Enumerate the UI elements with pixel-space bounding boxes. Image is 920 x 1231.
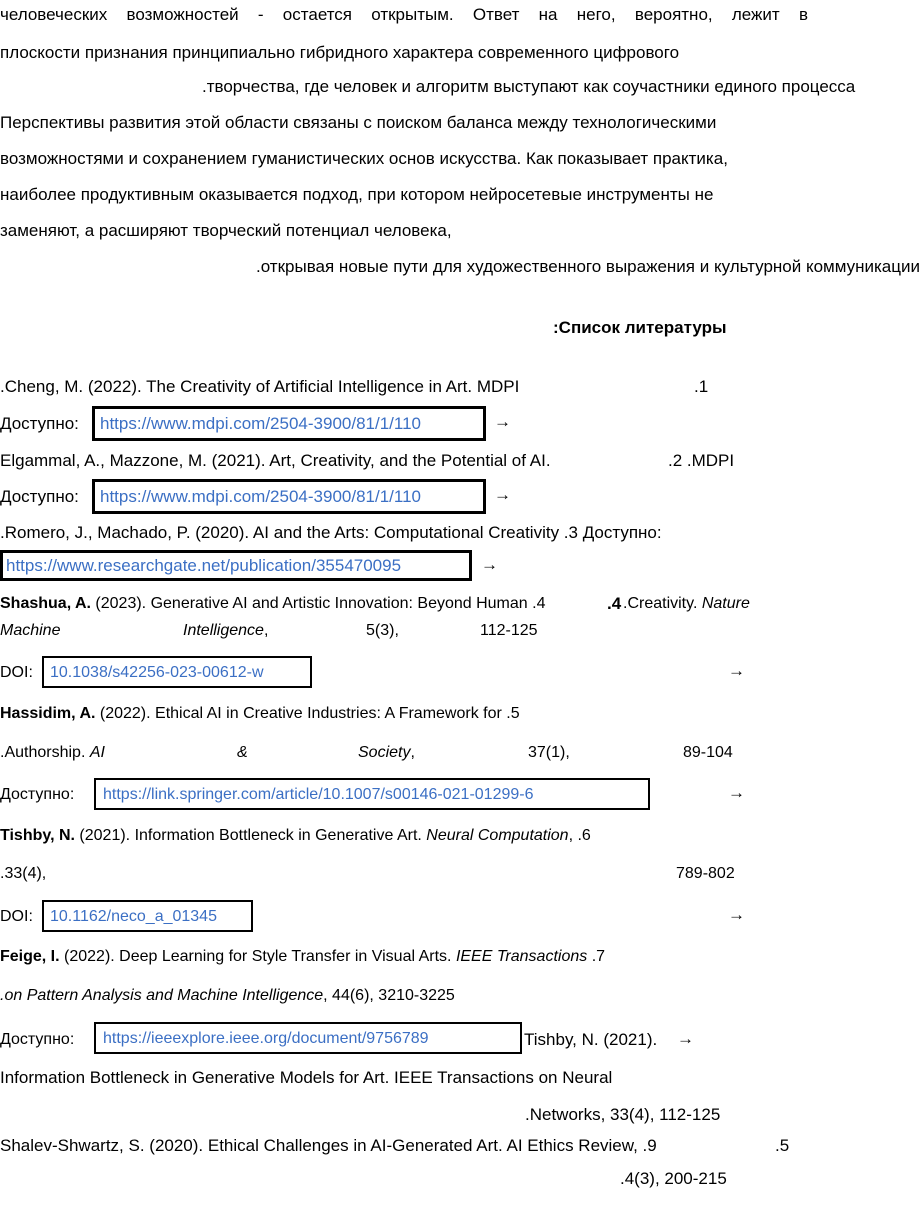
reference-journal: Neural Computation (426, 827, 569, 844)
reference-journal: .on Pattern Analysis and Machine Intelligence, 44(6), 3210-3225 (0, 987, 455, 1004)
intro-line: человеческих возможностей - остается открытым. Ответ на него, вероятно, лежит в (0, 5, 808, 24)
intro-line: возможностями и сохранением гуманистических основ искусства. Как показывает практика, (0, 149, 728, 168)
reference-number: .2 .MDPI (668, 451, 735, 470)
intro-line: плоскости признания принципиально гибридного характера современного цифрового (0, 43, 680, 62)
reference-link[interactable]: https://www.researchgate.net/publication/355470095 (6, 556, 402, 575)
reference-number: .1 (694, 377, 709, 396)
arrow-icon: → (494, 485, 511, 504)
reference-link[interactable]: 10.1038/s42256-023-00612-w (50, 664, 264, 681)
references-heading: :Список литературы (553, 318, 727, 337)
doi-label: DOI: (0, 908, 33, 925)
reference-text: Tishby, N. (2021). Information Bottleneck in Generative Art. Neural Computation, .6 (0, 827, 591, 844)
reference-text (0, 593, 545, 615)
reference-text (0, 703, 520, 725)
arrow-icon: → (494, 412, 511, 431)
reference-author: Tishby, N. (0, 827, 75, 844)
reference-text: .Cheng, M. (2022). The Creativity of Artificial Intelligence in Art. MDPI (0, 377, 520, 396)
reference-text: .Romero, J., Machado, P. (2020). AI and the Arts: Computational Creativity .3 Доступно: (0, 523, 662, 542)
reference-author: Shashua, A. (0, 595, 91, 612)
reference-pages: 789-802 (676, 865, 735, 882)
reference-title: (2021). Information Bottleneck in Generative Art. (74, 827, 427, 844)
intro-line: .творчества, где человек и алгоритм выступают как соучастники единого процесса (202, 77, 856, 96)
reference-volume: .33(4), (0, 865, 47, 882)
reference-pages: 112-125 (480, 622, 538, 639)
reference-text: Tishby, N. (2021). (524, 1030, 658, 1049)
intro-line: наиболее продуктивным оказывается подход, при котором нейросетевые инструменты не (0, 185, 714, 204)
intro-line: .открывая новые пути для художественного выражения и культурной коммуникации (256, 257, 920, 276)
reference-title: (2022). Ethical AI in Creative Industries: A Framework for .5 (95, 705, 520, 722)
reference-link[interactable]: https://www.mdpi.com/2504-3900/81/1/110 (100, 414, 421, 433)
reference-journal: .Creativity. Nature (623, 595, 750, 612)
reference-journal: & (237, 744, 248, 761)
reference-number: .4 (607, 594, 622, 613)
arrow-icon: → (728, 783, 745, 802)
reference-volume: 37(1), (528, 744, 570, 761)
reference-link[interactable]: 10.1162/neco_a_01345 (50, 908, 217, 925)
reference-text: Shalev-Shwartz, S. (2020). Ethical Challenges in AI-Generated Art. AI Ethics Review, .9 (0, 1136, 657, 1155)
reference-title: (2022). Deep Learning for Style Transfer in Visual Arts. (59, 948, 456, 965)
doi-label: DOI: (0, 664, 33, 681)
available-label: Доступно: (0, 414, 79, 433)
arrow-icon: → (677, 1029, 694, 1048)
reference-journal: .Authorship. AI (0, 744, 105, 761)
intro-line: Перспективы развития этой области связаны с поиском баланса между технологическими (0, 113, 717, 132)
reference-journal: Intelligence, (183, 622, 269, 639)
reference-author: Hassidim, A. (0, 705, 96, 722)
arrow-icon: → (481, 555, 498, 574)
reference-journal: Society, (358, 744, 415, 761)
reference-link[interactable]: https://link.springer.com/article/10.1007/s00146-021-01299-6 (103, 786, 534, 803)
arrow-icon: → (728, 905, 745, 924)
reference-author: Feige, I. (0, 948, 60, 965)
reference-journal: Machine (0, 622, 61, 639)
available-label: Доступно: (0, 1031, 75, 1048)
arrow-icon: → (728, 661, 745, 680)
reference-link[interactable]: https://ieeexplore.ieee.org/document/9756789 (103, 1030, 429, 1047)
reference-text: .Networks, 33(4), 112-125 (525, 1105, 721, 1124)
reference-title: (2023). Generative AI and Artistic Innovation: Beyond Human .4 (90, 595, 546, 612)
reference-number: .5 (775, 1136, 790, 1155)
reference-text: Information Bottleneck in Generative Models for Art. IEEE Transactions on Neural (0, 1068, 613, 1087)
available-label: Доступно: (0, 786, 75, 803)
reference-text: .4(3), 200-215 (620, 1169, 727, 1188)
reference-text: Elgammal, A., Mazzone, M. (2021). Art, Creativity, and the Potential of AI. (0, 451, 551, 470)
available-label: Доступно: (0, 487, 79, 506)
reference-text: Feige, I. (2022). Deep Learning for Style Transfer in Visual Arts. IEEE Transactions .7 (0, 948, 606, 965)
intro-line: заменяют, а расширяют творческий потенциал человека, (0, 221, 452, 240)
reference-volume: 5(3), (366, 622, 399, 639)
reference-link[interactable]: https://www.mdpi.com/2504-3900/81/1/110 (100, 487, 421, 506)
reference-pages: 89-104 (683, 744, 733, 761)
reference-journal: IEEE Transactions (455, 948, 588, 965)
